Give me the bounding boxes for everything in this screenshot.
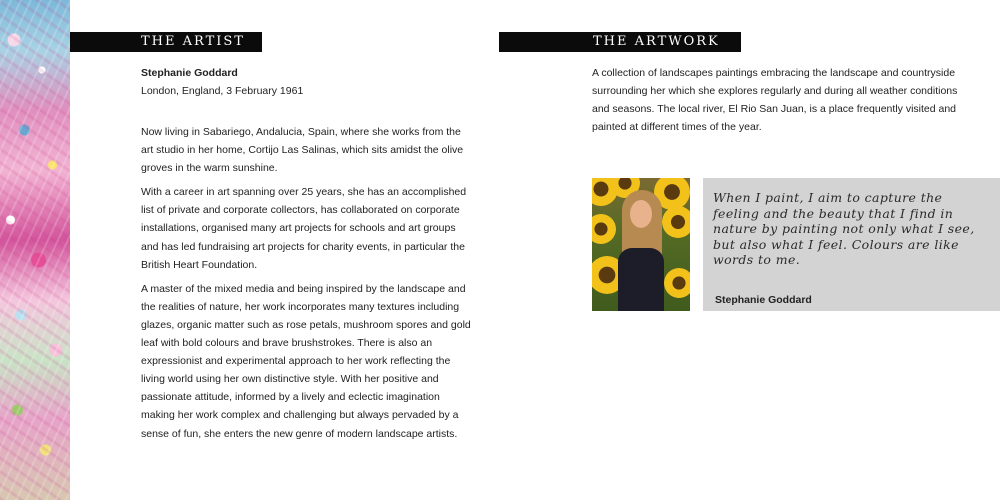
painting-strip [0,0,70,500]
artist-identity [141,64,471,100]
artist-portrait-photo [592,178,690,311]
artist-name: Stephanie Goddard [141,67,238,79]
bio-paragraph: Now living in Sabariego, Andalucia, Spain, where she works from the art studio in her home, Cortijo Las Salinas, which sits amidst the olive groves in the warm sunshine. [141,126,464,175]
artwork-heading-label: THE ARTWORK [593,34,720,49]
artwork-section-heading [499,32,741,52]
artwork-description: A collection of landscapes paintings embracing the landscape and countryside surrounding her which she explores regularly and during all weather conditions and seasons. The local river, El Rio San Juan, is a place frequently visited and painted at different times of the year. [592,67,958,134]
artist-heading-label: THE ARTIST [141,34,245,49]
artist-quote-box [703,178,1000,311]
quote-author: Stephanie Goddard [715,294,812,306]
artist-section-heading [70,32,262,52]
bio-paragraph: A master of the mixed media and being inspired by the landscape and the realities of nature, her work incorporates many textures including glazes, organic matter such as rose petals, mushroom spores and gold leaf with bold colours and brave brushstrokes. There is also an expressionist and experimental approach to her work reflecting the living world using her own distinctive style. With her positive and passionate attitude, informed by a lively and eclectic imagination making her work complex and challenging but always pervaded by a sense of fun, she enters the new genre of modern landscape artists. [141,282,471,440]
artist-biography [141,123,471,449]
bio-paragraph: With a career in art spanning over 25 years, she has an accomplished list of private and corporate collectors, has collaborated on corporate installations, organised many art projects for schools and art groups and has led fundraising art projects for charity events, in particular the British Heart Foundation. [141,186,467,271]
artist-quote-text: When I paint, I aim to capture the feeling and the beauty that I find in nature by painting not only what I see, but also what I feel. Colours are like words to me. [713,190,975,267]
artist-birth: London, England, 3 February 1961 [141,85,304,98]
